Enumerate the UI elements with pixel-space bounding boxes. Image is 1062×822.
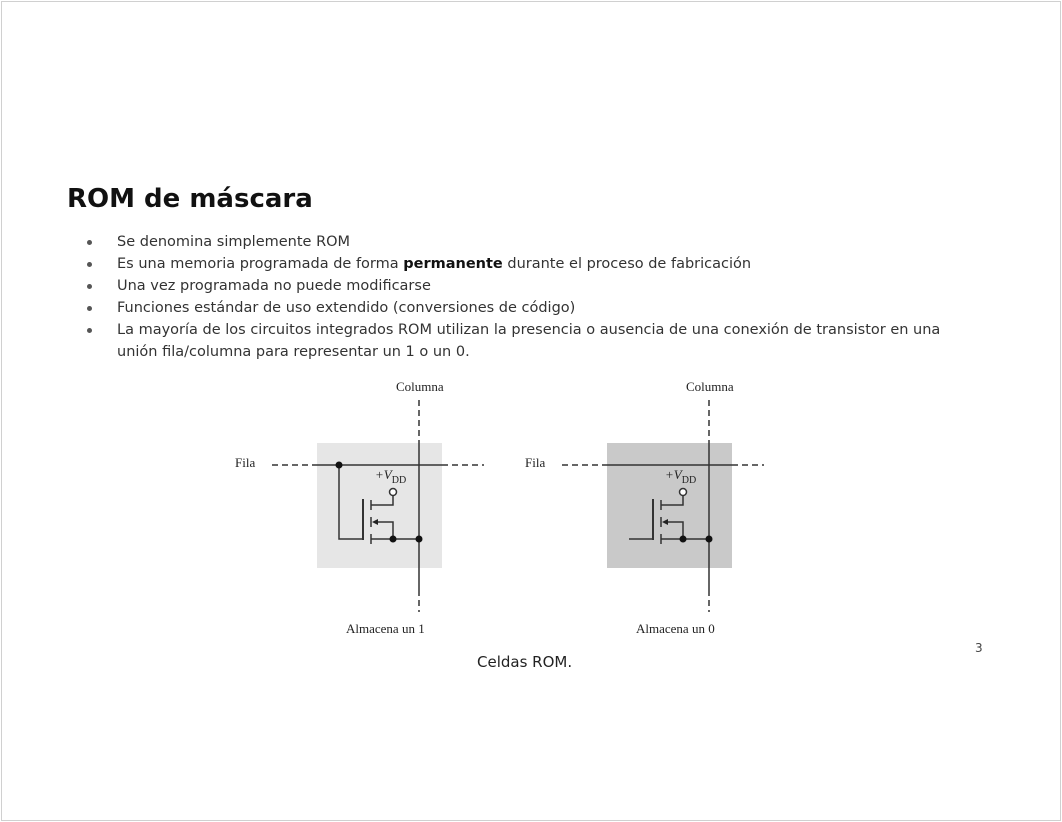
column-label: Columna [396,379,444,394]
rom-cell-stores-0 [525,379,764,636]
cell-caption: Almacena un 0 [636,621,715,636]
bullet-text: Es una memoria programada de forma [117,256,404,272]
vdd-label: $+V_{DD}$ [375,467,407,486]
column-label: Columna [686,379,734,394]
rom-cell-stores-1 [235,379,484,636]
bullet-item: Se denomina simplemente ROM [85,231,945,253]
bullet-item: Funciones estándar de uso extendido (conversiones de código) [85,297,945,319]
row-label: Fila [525,455,546,470]
figure-caption: Celdas ROM. [477,653,573,671]
bullet-bold-text: permanente [403,256,503,272]
bullet-item: Una vez programada no puede modificarse [85,275,945,297]
bullet-text: durante el proceso de fabricación [502,256,752,272]
cell-caption: Almacena un 1 [346,621,425,636]
vdd-label: $+V_{DD}$ [665,467,697,486]
row-label: Fila [235,455,256,470]
slide-title: ROM de máscara [67,184,313,214]
page-number: 3 [975,641,983,655]
bullet-item: La mayoría de los circuitos integrados ROM utilizan la presencia o ausencia de una conexión de transistor en una unión fila/columna para representar un 1 o un 0. [85,319,945,363]
